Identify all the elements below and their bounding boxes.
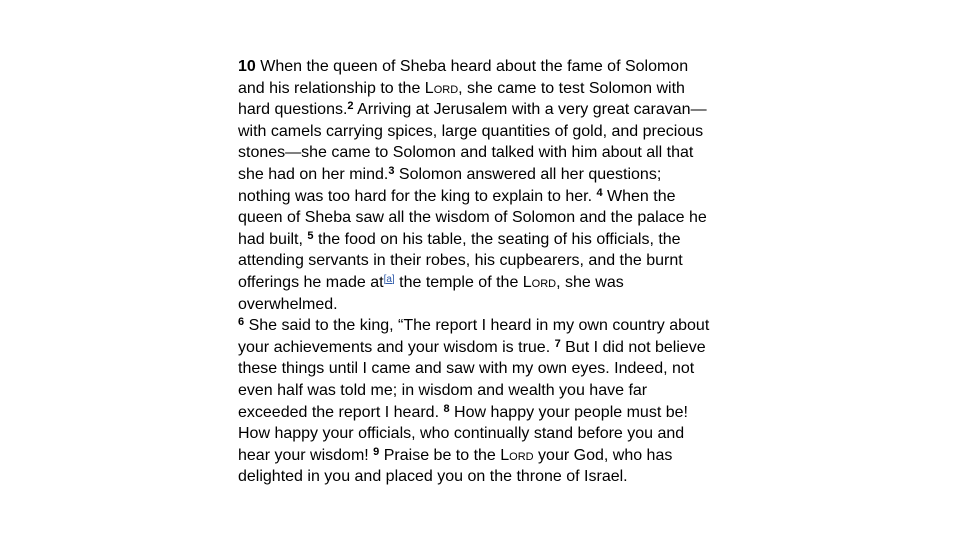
verse-number-10: 10: [238, 58, 256, 75]
verse-7-text: But I did not believe these things until I came and saw with my own eyes. Indeed, not even half was told me; in wisdom and wealth you have far exceeded the report I heard.: [238, 338, 706, 421]
paragraph-2: [238, 315, 710, 488]
paragraph-1: [238, 56, 710, 315]
verse-2-text: Arriving at Jerusalem with a very great caravan—with camels carrying spices, large quantities of gold, and precious stones—she came to Solomon and talked with him about all that she had on her mind.: [238, 101, 707, 183]
verse-6-text: She said to the king, “The report I heard in my own country about your achievements and your wisdom is true.: [238, 317, 710, 356]
verse-number-8: 8: [443, 402, 450, 415]
scripture-passage: [238, 56, 710, 488]
verse-number-9: 9: [373, 445, 380, 458]
verse-10-text: When the queen of Sheba heard about the fame of Solomon and his relationship to the: [238, 58, 689, 97]
verse-1-text: , she came to test Solomon with hard questions.: [238, 79, 685, 119]
verse-9-text: Praise be to the: [379, 446, 501, 464]
verse-5-text-end: , she was overwhelmed.: [238, 273, 624, 313]
verse-number-3: 3: [388, 164, 395, 177]
lord-name: Lord: [424, 79, 459, 97]
verse-number-6: 6: [238, 316, 245, 329]
verse-5-text: the food on his table, the seating of his officials, the attending servants in their robes, his cupbearers, and the burnt offerings he made at: [238, 230, 683, 291]
lord-name: Lord: [500, 446, 534, 464]
verse-9-text-end: your God, who has delighted in you and placed you on the throne of Israel.: [238, 446, 673, 486]
verse-number-4: 4: [596, 186, 603, 199]
lord-name: Lord: [522, 273, 557, 291]
verse-4-text: When the queen of Sheba saw all the wisdom of Solomon and the palace he had built,: [238, 187, 707, 248]
footnote-link[interactable]: [a]: [383, 273, 395, 285]
verse-5-text-cont: the temple of the: [394, 273, 523, 291]
verse-number-2: 2: [347, 100, 354, 113]
verse-8-text: How happy your people must be! How happy your officials, who continually stand before you and hear your wisdom!: [238, 403, 688, 464]
verse-number-7: 7: [554, 337, 561, 350]
verse-3-text: Solomon answered all her questions; nothing was too hard for the king to explain to her.: [238, 165, 662, 205]
verse-number-5: 5: [307, 229, 314, 242]
